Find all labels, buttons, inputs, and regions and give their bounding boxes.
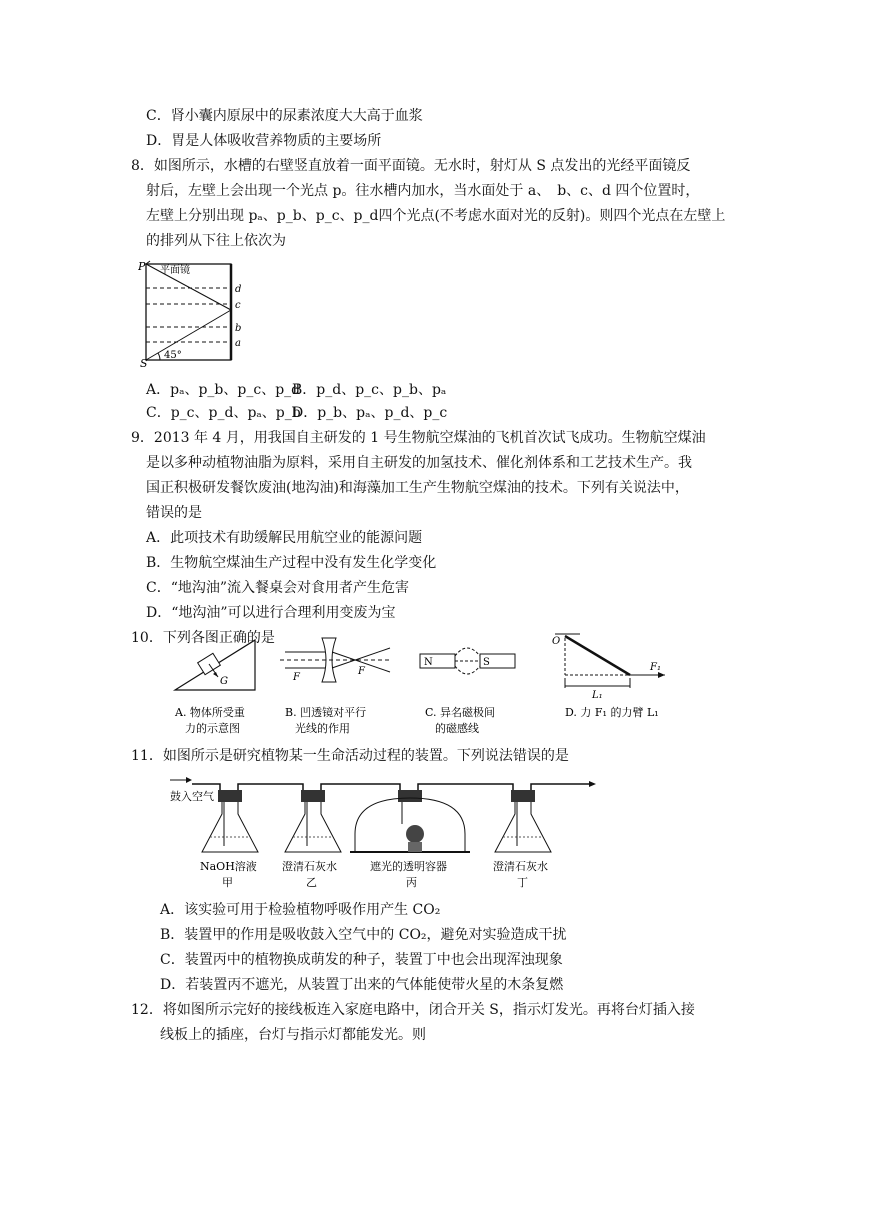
pipe-out: [531, 784, 590, 794]
label-l1: L₁: [592, 690, 603, 701]
figure-a-incline: [175, 640, 255, 690]
label-b: b: [235, 323, 242, 334]
pipe-3: [418, 784, 513, 794]
q8-option-c: C．p_c、p_d、pₐ、p_b: [146, 405, 301, 421]
q9-option-c: C．“地沟油”流入餐桌会对食用者产生危害: [146, 580, 410, 596]
q11-option-b: B．装置甲的作用是吸收鼓入空气中的 CO₂，避免对实验造成干扰: [160, 927, 567, 943]
q9-stem-line2: 是以多种动植物油脂为原料，采用自主研发的加氢技术、催化剂体系和工艺技术生产。我: [146, 455, 692, 471]
incident-ray: [146, 310, 231, 360]
figure-c-magnets: [420, 648, 515, 674]
label-yi: 乙: [306, 876, 317, 889]
stopper-4: [511, 790, 535, 802]
label-f-right: F: [358, 666, 365, 677]
plant-pot: [408, 842, 422, 852]
label-g: G: [220, 676, 228, 687]
label-jia: 甲: [222, 876, 233, 889]
q10-figures: [160, 630, 690, 742]
q7-option-d: D．胃是人体吸收营养物质的主要场所: [146, 133, 382, 149]
q11-option-a: A．该实验可用于检验植物呼吸作用产生 CO₂: [160, 902, 441, 918]
label-d: d: [235, 284, 242, 295]
caption-a-1: A. 物体所受重: [175, 706, 245, 719]
q12-stem-line2: 线板上的插座，台灯与指示灯都能发光。则: [160, 1027, 426, 1043]
label-o: O: [552, 636, 561, 647]
q9-option-b: B．生物航空煤油生产过程中没有发生化学变化: [146, 555, 437, 571]
q9-stem-line1: 9．2013 年 4 月，用我国自主研发的 1 号生物航空煤油的飞机首次试飞成功。生物航空煤油: [131, 430, 706, 446]
label-limewater-2: 澄清石灰水: [493, 860, 548, 873]
q8-option-b: B．p_d、p_c、p_b、pₐ: [292, 382, 447, 398]
label-limewater-1: 澄清石灰水: [282, 860, 337, 873]
label-s: S: [483, 657, 490, 668]
label-n: N: [424, 657, 433, 668]
q9-stem-line4: 错误的是: [146, 505, 202, 521]
label-mirror: 平面镜: [160, 265, 190, 276]
q8-water-tank-diagram: [138, 258, 248, 368]
q8-stem-line2: 射后，左壁上会出现一个光点 p。往水槽内加水，当水面处于 a、 b、c、d 四个位置时，: [146, 183, 700, 199]
angle-arc: [158, 353, 160, 360]
caption-c-1: C. 异名磁极间: [425, 706, 496, 719]
label-air-in: 鼓入空气: [170, 790, 214, 803]
q9-option-d: D．“地沟油”可以进行合理利用变废为宝: [146, 605, 396, 621]
flask-4: [495, 802, 551, 852]
label-ding: 丁: [517, 876, 528, 889]
label-bing: 丙: [406, 876, 417, 889]
out-arrow-head: [589, 781, 596, 787]
figure-d-lever: [552, 634, 665, 701]
q11-option-d: D．若装置丙不遮光，从装置丁出来的气体能使带火星的木条复燃: [160, 977, 564, 993]
label-a: a: [235, 338, 241, 349]
field-line-bottom: [455, 666, 480, 674]
q11-stem: 11．如图所示是研究植物某一生命活动过程的装置。下列说法错误的是: [131, 748, 569, 764]
label-container: 遮光的透明容器: [370, 860, 447, 873]
q11-option-c: C．装置丙中的植物换成萌发的种子，装置丁中也会出现浑浊现象: [160, 952, 563, 968]
label-naoh: NaOH溶液: [200, 860, 257, 873]
q8-stem-line4: 的排列从下往上依次为: [146, 233, 286, 249]
lever-bar: [565, 636, 630, 675]
stopper-1: [218, 790, 242, 802]
q11-apparatus-diagram: [160, 772, 600, 892]
tank-outline: [146, 264, 231, 360]
label-angle: 45°: [164, 350, 182, 361]
refracted-ray-2: [332, 648, 390, 668]
q8-stem-line1: 8．如图所示，水槽的右壁竖直放着一面平面镜。无水时，射灯从 S 点发出的光经平面镜反: [131, 158, 691, 174]
label-p: P: [138, 260, 146, 273]
field-line-top: [455, 648, 480, 656]
flask-1: [202, 802, 258, 852]
q7-option-c: C．肾小囊内原尿中的尿素浓度大大高于血浆: [146, 108, 423, 124]
q9-stem-line3: 国正积极研发餐饮废油(地沟油)和海藻加工生产生物航空煤油的技术。下列有关说法中，: [146, 480, 689, 496]
pipe-2: [321, 784, 400, 794]
q10-stem: 10．下列各图正确的是: [131, 630, 275, 646]
label-f-left: F: [293, 672, 300, 683]
q9-option-a: A．此项技术有助缓解民用航空业的能源问题: [146, 530, 423, 546]
figure-b-concave-lens: [280, 638, 390, 683]
air-arrow-head: [186, 777, 192, 783]
caption-d: D. 力 F₁ 的力臂 L₁: [565, 706, 659, 719]
label-f1: F₁: [650, 662, 661, 673]
flask-2: [285, 802, 341, 852]
label-s: S: [140, 357, 148, 368]
label-c: c: [235, 300, 241, 311]
caption-b-2: 光线的作用: [295, 722, 350, 735]
stopper-2: [301, 790, 325, 802]
q8-stem-line3: 左壁上分别出现 pₐ、p_b、p_c、p_d四个光点(不考虑水面对光的反射)。则四个光点在左壁上: [146, 208, 726, 224]
q8-option-d: D．p_b、pₐ、p_d、p_c: [292, 405, 448, 421]
gravity-arrow-head: [213, 672, 218, 677]
caption-b-1: B. 凹透镜对平行: [285, 706, 367, 719]
pipe-1: [238, 784, 303, 794]
q12-stem-line1: 12．将如图所示完好的接线板连入家庭电路中，闭合开关 S，指示灯发光。再将台灯插入接: [131, 1002, 695, 1018]
stopper-3: [398, 790, 422, 802]
q8-option-a: A．pₐ、p_b、p_c、p_d: [146, 382, 301, 398]
caption-c-2: 的磁感线: [435, 722, 479, 735]
plant: [406, 825, 424, 843]
caption-a-2: 力的示意图: [185, 722, 240, 735]
